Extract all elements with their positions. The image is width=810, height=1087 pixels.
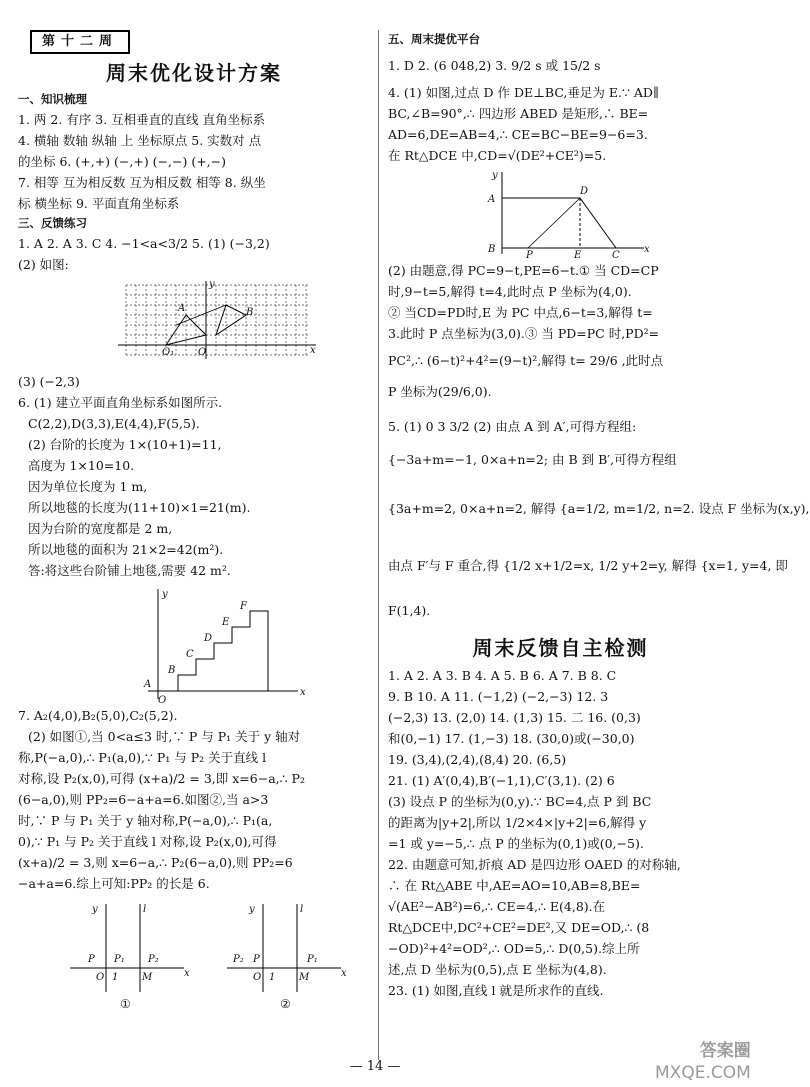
svg-text:P₂: P₂ [233,954,244,965]
svg-text:1: 1 [269,972,276,983]
right-answer-line-1: 1. D 2. (6 048,2) 3. 9/2 s 或 15/2 s [388,58,601,73]
svg-text:M: M [299,972,310,983]
answer-line: 22. 由题意可知,折痕 AD 是四边形 OAED 的对称轴, [388,857,681,872]
question-4 [388,82,733,166]
svg-text:A: A [144,679,152,690]
q4b-line: 3.此时 P 点坐标为(3,0).③ 当 PD=PC 时,PD²= [388,326,660,341]
svg-text:P₂: P₂ [148,954,159,965]
week-label: 第十二周 [30,30,130,54]
left-column [18,30,370,1014]
answer-line: 21. (1) A′(0,4),B′(−1,1),C′(3,1). (2) 6 [388,773,615,788]
q6-line: 答:将这些台阶铺上地毯,需要 42 m². [28,563,231,578]
q6-line: (2) 台阶的长度为 1×(10+1)=11, [28,437,222,452]
feedback-line-2: (2) 如图: [18,257,69,272]
svg-text:O: O [96,972,105,983]
answer-line: 23. (1) 如图,直线 l 就是所求作的直线. [388,983,604,998]
knowledge-line-3: 的坐标 6. (+,+) (−,+) (−,−) (+,−) [18,154,226,169]
answer-line: 9. B 10. A 11. (−1,2) (−2,−3) 12. 3 [388,689,609,704]
question-6 [18,392,370,581]
answer-line: 1. A 2. A 3. B 4. A 5. B 6. A 7. B 8. C [388,668,617,683]
svg-text:O: O [158,695,167,706]
knowledge-line-1: 1. 两 2. 有序 3. 互相垂直的直线 直角坐标系 [18,112,266,127]
svg-text:B: B [168,665,176,676]
q6-line: 6. (1) 建立平面直角坐标系如图所示. [18,395,223,410]
q5-line: {−3a+m=−1, 0×a+n=2; 由 B 到 B′,可得方程组 [388,452,677,467]
q5-line: 5. (1) 0 3 3/2 (2) 由点 A 到 A′,可得方程组: [388,419,637,434]
watermark-line-1: 答案圈 [699,1041,751,1061]
svg-text:x: x [644,244,650,255]
svg-text:x: x [341,968,347,979]
svg-text:P: P [88,954,95,965]
svg-text:M: M [142,972,153,983]
stairs-figure [138,583,318,706]
svg-text:C: C [186,649,194,660]
q6-line: 因为台阶的宽度都是 2 m, [28,521,173,536]
q7-line: −a+a=6.综上可知:PP₂ 的长是 6. [18,876,210,891]
svg-text:E: E [222,617,230,628]
q5-line: {3a+m=2, 0×a+n=2, 解得 {a=1/2, m=1/2, n=2. 设点 F 坐标为(x,y), [388,501,810,516]
question-7 [18,705,370,894]
svg-text:A: A [178,303,186,314]
self-test-answers [388,665,733,1001]
q4-line: 在 Rt△DCE 中,CD=√(DE²+CE²)=5. [388,148,607,163]
q5-line: 由点 F′与 F 重合,得 {1/2 x+1/2=x, 1/2 y+2=y, 解得 {x=1, y=4, 即 [388,558,788,573]
watermark-logo [655,1040,751,1084]
svg-text:y: y [92,904,98,915]
answer-line: √(AE²−AB²)=6,∴ CE=4,∴ E(4,8).在 [388,899,606,914]
svg-text:P₁: P₁ [114,954,125,965]
q7-figures [18,894,370,1014]
svg-text:P₁: P₁ [307,954,318,965]
svg-text:y: y [249,904,255,915]
svg-text:y: y [209,279,215,290]
section-heading-feedback: 三、反馈练习 [18,216,87,230]
answer-line: 的距离为|y+2|,所以 1/2×4×|y+2|=6,解得 y [388,815,647,830]
feedback-line-1: 1. A 2. A 3. C 4. −1<a<3/2 5. (1) (−3,2) [18,236,270,251]
knowledge-line-4: 7. 相等 互为相反数 互为相反数 相等 8. 纵坐 [18,175,266,190]
right-column [388,30,810,1001]
svg-text:B: B [246,307,254,318]
q4b-line: (2) 由题意,得 PC=9−t,PE=6−t.① 当 CD=CP [388,263,659,278]
q7-line: (x+a)/2 = 3,则 x=6−a,∴ P₂(6−a,0),则 PP₂=6 [18,855,293,870]
answer-line: 和(0,−1) 17. (1,−3) 18. (30,0)或(−30,0) [388,731,635,746]
svg-text:P: P [526,250,533,261]
q4b-line: PC²,∴ (6−t)²+4²=(9−t)²,解得 t= 29/6 ,此时点 [388,353,664,368]
svg-text:D: D [580,186,589,197]
q7-line: 对称,设 P₂(x,0),可得 (x+a)/2 = 3,即 x=6−a,∴ P₂ [18,771,305,786]
q6-line: 所以地毯的长度为(11+10)×1=21(m). [28,500,251,515]
svg-text:O: O [198,347,207,358]
q4b-line: ② 当CD=PD时,E 为 PC 中点,6−t=3,解得 t= [388,305,653,320]
q4b-line: P 坐标为(29/6,0). [388,384,492,399]
q7-figure-2 [223,900,353,996]
trapezoid-figure [484,168,654,261]
svg-text:B: B [488,244,496,255]
q4-line: 4. (1) 如图,过点 D 作 DE⊥BC,垂足为 E.∵ AD∥ [388,85,659,100]
grid-figure [118,277,338,369]
svg-text:F: F [240,601,247,612]
svg-text:y: y [492,170,498,181]
svg-text:x: x [184,968,190,979]
svg-text:x: x [300,687,306,698]
answer-line: ∴ 在 Rt△ABE 中,AE=AO=10,AB=8,BE= [388,878,641,893]
svg-text:A: A [488,194,496,205]
q7-figure-1 [66,900,196,996]
answer-line: (−2,3) 13. (2,0) 14. (1,3) 15. 二 16. (0,3) [388,710,641,725]
q7-figure-1-caption: ① [120,997,131,1011]
page-number: — 14 — [349,1059,401,1074]
svg-text:O: O [253,972,262,983]
q4-line: AD=6,DE=AB=4,∴ CE=BC−BE=9−6=3. [388,127,648,142]
svg-text:x: x [310,345,316,356]
answer-line: 述,点 D 坐标为(0,5),点 E 坐标为(4,8). [388,962,607,977]
svg-text:l: l [143,904,147,915]
section-heading-extension: 五、周末提优平台 [388,32,480,46]
answer-line: −OD)²+4²=OD²,∴ OD=5,∴ D(0,5).综上所 [388,941,640,956]
q4b-line: 时,9−t=5,解得 t=4,此时点 P 坐标为(4,0). [388,284,632,299]
q7-line: 0),∵ P₁ 与 P₂ 关于直线 l 对称,设 P₂(x,0),可得 [18,834,277,849]
section-title-self-test: 周末反馈自主检测 [472,636,649,660]
q6-line: 因为单位长度为 1 m, [28,479,148,494]
q7-line: 时,∵ P 与 P₁ 关于 y 轴对称,P(−a,0),∴ P₁(a, [18,813,273,828]
q7-line: (2) 如图①,当 0<a≤3 时,∵ P 与 P₁ 关于 y 轴对 [28,729,301,744]
svg-text:1: 1 [112,972,119,983]
week-label-box [18,30,370,54]
svg-text:l: l [300,904,304,915]
svg-text:C: C [612,250,620,261]
knowledge-line-5: 标 横坐标 9. 平面直角坐标系 [18,196,180,211]
svg-text:P: P [253,954,260,965]
q6-line: 所以地毯的面积为 21×2=42(m²). [28,542,224,557]
q7-figure-2-caption: ② [280,997,291,1011]
watermark-line-2: MXQE.COM [655,1063,751,1083]
q4-line: BC,∠B=90°,∴ 四边形 ABED 是矩形,∴ BE= [388,106,649,121]
q7-line: 7. A₂(4,0),B₂(5,0),C₂(5,2). [18,708,178,723]
svg-text:D: D [204,633,213,644]
answer-line: (3) 设点 P 的坐标为(0,y).∵ BC=4,点 P 到 BC [388,794,652,809]
feedback-line-3: (3) (−2,3) [18,374,80,389]
column-divider [378,30,379,1060]
answer-line: 19. (3,4),(2,4),(8,4) 20. (6,5) [388,752,567,767]
svg-text:y: y [162,589,168,600]
q6-line: C(2,2),D(3,3),E(4,4),F(5,5). [28,416,200,431]
q6-line: 高度为 1×10=10. [28,458,135,473]
page-title: 周末优化设计方案 [106,61,282,85]
q5-line: F(1,4). [388,603,431,618]
q7-line: 称,P(−a,0),∴ P₁(a,0),∵ P₁ 与 P₂ 关于直线 l [18,750,267,765]
answer-line: =1 或 y=−5,∴ 点 P 的坐标为(0,1)或(0,−5). [388,836,644,851]
question-5 [388,416,810,621]
question-4-part-2 [388,260,733,402]
svg-text:E: E [574,250,582,261]
section-heading-knowledge: 一、知识梳理 [18,92,87,106]
knowledge-line-2: 4. 横轴 数轴 纵轴 上 坐标原点 5. 实数对 点 [18,133,262,148]
svg-text:O₁: O₁ [162,347,175,358]
answer-line: Rt△DCE中,DC²+CE²=DE²,又 DE=OD,∴ (8 [388,920,650,935]
q7-line: (6−a,0),则 PP₂=6−a+a=6.如图②,当 a>3 [18,792,269,807]
